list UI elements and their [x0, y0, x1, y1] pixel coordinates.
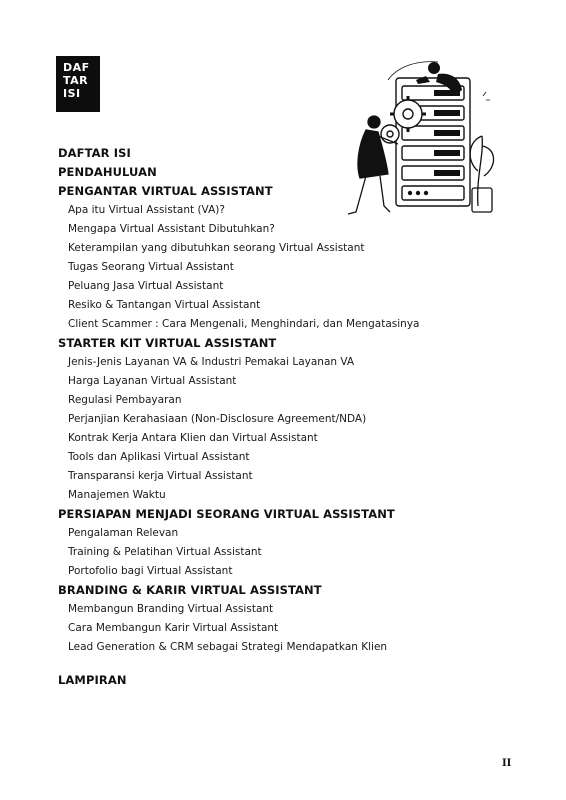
toc-section-title[interactable]: PERSIAPAN MENJADI SEORANG VIRTUAL ASSISTANT [58, 507, 395, 521]
toc-section-title[interactable]: LAMPIRAN [58, 673, 127, 687]
toc-item[interactable]: Training & Pelatihan Virtual Assistant [68, 546, 262, 558]
logo-line: ISI [63, 87, 81, 100]
toc-item[interactable]: Regulasi Pembayaran [68, 394, 182, 406]
toc-item[interactable]: Perjanjian Kerahasiaan (Non-Disclosure Agreement/NDA) [68, 413, 367, 425]
toc-item[interactable]: Manajemen Waktu [68, 489, 166, 501]
toc-item[interactable]: Tugas Seorang Virtual Assistant [68, 261, 234, 273]
toc-section-title[interactable]: DAFTAR ISI [58, 146, 131, 160]
toc-item[interactable]: Keterampilan yang dibutuhkan seorang Virtual Assistant [68, 242, 365, 254]
toc-section-title[interactable]: PENDAHULUAN [58, 165, 157, 179]
logo-line: TAR [63, 74, 89, 87]
toc-item[interactable]: Pengalaman Relevan [68, 527, 179, 539]
logo-line: DAF [63, 61, 90, 74]
toc-item[interactable]: Jenis-Jenis Layanan VA & Industri Pemakai Layanan VA [68, 356, 355, 368]
page-number: II [502, 758, 512, 769]
toc-item[interactable]: Apa itu Virtual Assistant (VA)? [68, 204, 225, 216]
toc-item[interactable]: Membangun Branding Virtual Assistant [68, 603, 274, 615]
toc-item[interactable]: Mengapa Virtual Assistant Dibutuhkan? [68, 223, 275, 235]
toc-section-title[interactable]: PENGANTAR VIRTUAL ASSISTANT [58, 184, 273, 198]
toc-item[interactable]: Harga Layanan Virtual Assistant [68, 375, 237, 387]
toc-item[interactable]: Lead Generation & CRM sebagai Strategi Mendapatkan Klien [68, 641, 388, 653]
toc-item[interactable]: Resiko & Tantangan Virtual Assistant [68, 299, 261, 311]
daftar-isi-logo [56, 56, 100, 112]
toc-item[interactable]: Cara Membangun Karir Virtual Assistant [68, 622, 279, 634]
toc-section-title[interactable]: BRANDING & KARIR VIRTUAL ASSISTANT [58, 583, 322, 597]
toc-item[interactable]: Client Scammer : Cara Mengenali, Menghindari, dan Mengatasinya [68, 318, 420, 330]
toc-item[interactable]: Portofolio bagi Virtual Assistant [68, 565, 233, 577]
toc-section-title[interactable]: STARTER KIT VIRTUAL ASSISTANT [58, 336, 277, 350]
table-of-contents [58, 144, 538, 690]
section-spacer [58, 657, 538, 671]
toc-item[interactable]: Kontrak Kerja Antara Klien dan Virtual Assistant [68, 432, 318, 444]
toc-item[interactable]: Peluang Jasa Virtual Assistant [68, 280, 224, 292]
toc-item[interactable]: Tools dan Aplikasi Virtual Assistant [68, 451, 250, 463]
toc-item[interactable]: Transparansi kerja Virtual Assistant [68, 470, 253, 482]
